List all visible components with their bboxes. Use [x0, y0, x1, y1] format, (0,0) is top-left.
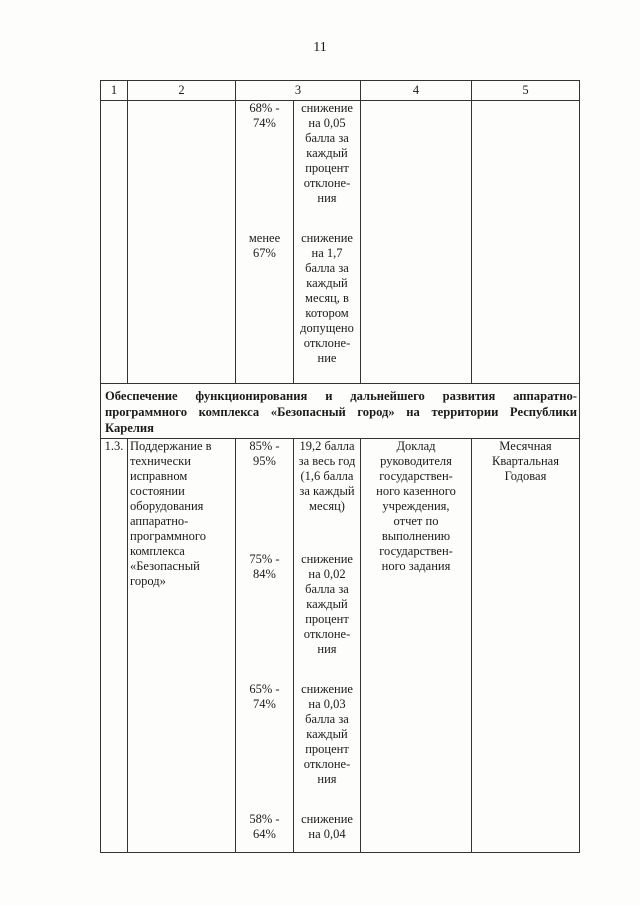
- item-name: Поддержание в технически исправном состоянии оборудования аппаратно- программного комплекса «Безопасный город»: [128, 439, 236, 853]
- column-number: 3: [236, 81, 361, 101]
- name-cell: [128, 101, 236, 384]
- criterion-range: 65% - 74%: [236, 682, 294, 812]
- column-number: 5: [472, 81, 580, 101]
- criterion-text: 19,2 балла за весь год (1,6 балла за каждый месяц): [298, 439, 356, 513]
- criterion-text: снижение на 1,7 балла за каждый месяц, в котором допущено отклоне- ние: [300, 231, 354, 365]
- periodicity-cell: Месячная Квартальная Годовая: [472, 439, 580, 853]
- criterion-text: снижение на 0,05 балла за каждый процент отклоне- ния: [301, 101, 353, 205]
- report-cell: Доклад руководителя государствен- ного казенного учреждения, отчет по выполнению государствен- ного задания: [361, 439, 472, 853]
- criterion: [236, 439, 360, 552]
- table-row: [101, 439, 580, 853]
- periodicity-cell: [472, 101, 580, 384]
- item-number: 1.3.: [101, 439, 128, 853]
- criterion-range: 58% - 64%: [236, 812, 294, 852]
- criterion: [236, 231, 360, 383]
- criterion: [236, 101, 360, 231]
- page-number: 11: [313, 40, 327, 55]
- criterion: [236, 812, 360, 852]
- criteria-cell: [236, 439, 361, 853]
- criterion-text: снижение на 0,04: [301, 812, 353, 841]
- section-title: Обеспечение функционирования и дальнейшего развития аппаратно-программного комплекса «Безопасный город» на территории Республики Карелия: [101, 384, 580, 439]
- report-cell: [361, 101, 472, 384]
- criterion-range: 75% - 84%: [236, 552, 294, 682]
- criteria-cell: [236, 101, 361, 384]
- table-row: [101, 101, 580, 384]
- column-number: 4: [361, 81, 472, 101]
- column-number-row: [101, 81, 580, 101]
- number-cell: [101, 101, 128, 384]
- criterion: [236, 552, 360, 682]
- column-number: 1: [101, 81, 128, 101]
- criterion-text: снижение на 0,03 балла за каждый процент отклоне- ния: [301, 682, 353, 786]
- criterion: [236, 682, 360, 812]
- section-row: [101, 384, 580, 439]
- indicator-table: [100, 80, 580, 853]
- criterion-range: 68% - 74%: [236, 101, 294, 231]
- criterion-text: снижение на 0,02 балла за каждый процент отклоне- ния: [301, 552, 353, 656]
- column-number: 2: [128, 81, 236, 101]
- criterion-range: 85% - 95%: [236, 439, 294, 552]
- criterion-range: менее 67%: [236, 231, 294, 383]
